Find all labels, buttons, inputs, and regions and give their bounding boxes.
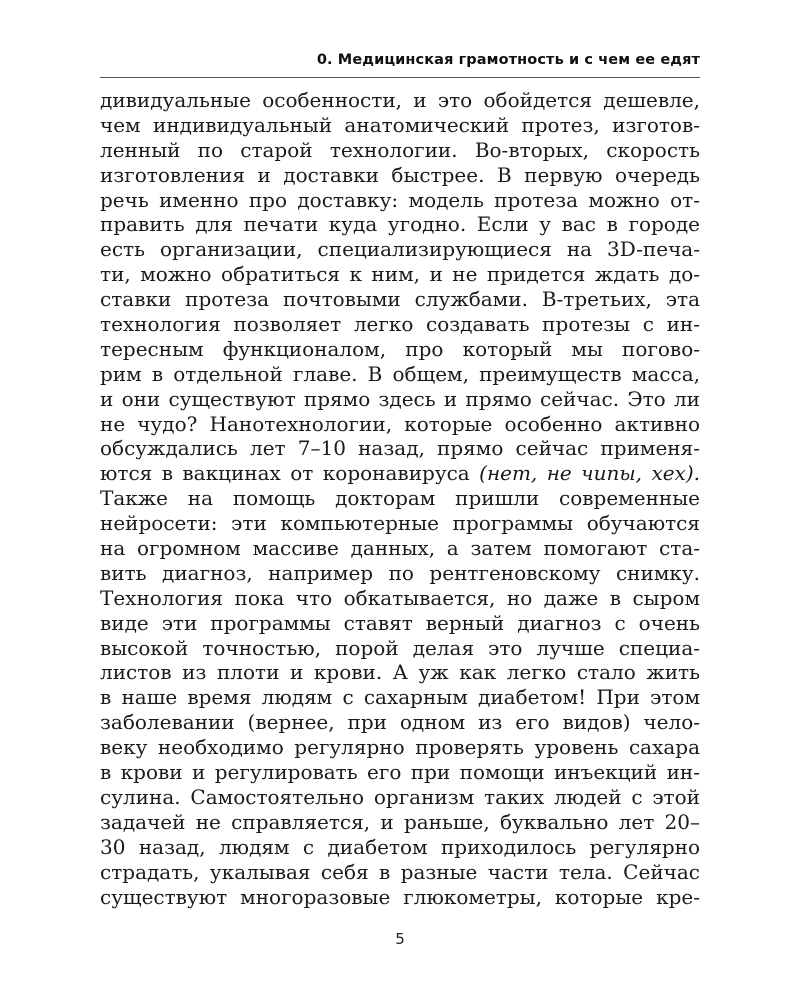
text-line: ти, можно обратиться к ним, и не придется ждать до- <box>100 262 700 287</box>
text-line: виде эти программы ставят верный диагноз с очень <box>100 610 700 635</box>
text-line: страдать, укалывая себя в разные части тела. Сейчас <box>100 859 700 884</box>
text-line: править для печати куда угодно. Если у вас в городе <box>100 212 700 237</box>
running-header: 0. Медицинская грамотность и с чем ее едят <box>316 52 700 68</box>
text-line: вить диагноз, например по рентгеновскому снимку. <box>100 560 700 585</box>
text-line: есть организации, специализирующиеся на 3D-печа- <box>100 237 700 262</box>
body-text <box>100 88 700 909</box>
text-line: на огромном массиве данных, а затем помогают ста- <box>100 536 700 561</box>
header-rule <box>100 77 700 78</box>
text-line: ленный по старой технологии. Во-вторых, скорость <box>100 137 700 162</box>
text-line: 30 назад, людям с диабетом приходилось регулярно <box>100 834 700 859</box>
text-segment: ются в вакцинах от коронавируса <box>100 461 480 486</box>
text-line: технология позволяет легко создавать протезы с ин- <box>100 312 700 337</box>
text-line: тересным функционалом, про который мы погово- <box>100 336 700 361</box>
text-line: Технология пока что обкатывается, но даже в сыром <box>100 585 700 610</box>
text-line: не чудо? Нанотехнологии, которые особенно активно <box>100 411 700 436</box>
text-line: высокой точностью, порой делая это лучше специа- <box>100 635 700 660</box>
text-line: сулина. Самостоятельно организм таких людей с этой <box>100 784 700 809</box>
text-line: чем индивидуальный анатомический протез, изготов- <box>100 112 700 137</box>
text-line: речь именно про доставку: модель протеза можно от- <box>100 187 700 212</box>
text-line: веку необходимо регулярно проверять уровень сахара <box>100 735 700 760</box>
text-line: дивидуальные особенности, и это обойдется дешевле, <box>100 88 700 112</box>
text-line-with-italic <box>100 461 700 486</box>
text-line: задачей не справляется, и раньше, буквально лет 20– <box>100 809 700 834</box>
italic-aside: (нет, не чипы, хех). <box>479 461 700 486</box>
text-line: в наше время людям с сахарным диабетом! При этом <box>100 685 700 710</box>
text-line: ставки протеза почтовыми службами. В-третьих, эта <box>100 287 700 312</box>
text-line: изготовления и доставки быстрее. В первую очередь <box>100 162 700 187</box>
page-number: 5 <box>395 930 405 948</box>
text-line: и они существуют прямо здесь и прямо сейчас. Это ли <box>100 386 700 411</box>
text-line: существуют многоразовые глюкометры, которые кре- <box>100 884 700 909</box>
text-line: заболевании (вернее, при одном из его видов) чело- <box>100 710 700 735</box>
text-line: Также на помощь докторам пришли современные <box>100 486 700 511</box>
text-line: рим в отдельной главе. В общем, преимуществ масса, <box>100 361 700 386</box>
text-line: обсуждались лет 7–10 назад, прямо сейчас применя- <box>100 436 700 461</box>
text-line: листов из плоти и крови. А уж как легко стало жить <box>100 660 700 685</box>
text-line: нейросети: эти компьютерные программы обучаются <box>100 511 700 536</box>
text-line: в крови и регулировать его при помощи инъекций ин- <box>100 760 700 785</box>
